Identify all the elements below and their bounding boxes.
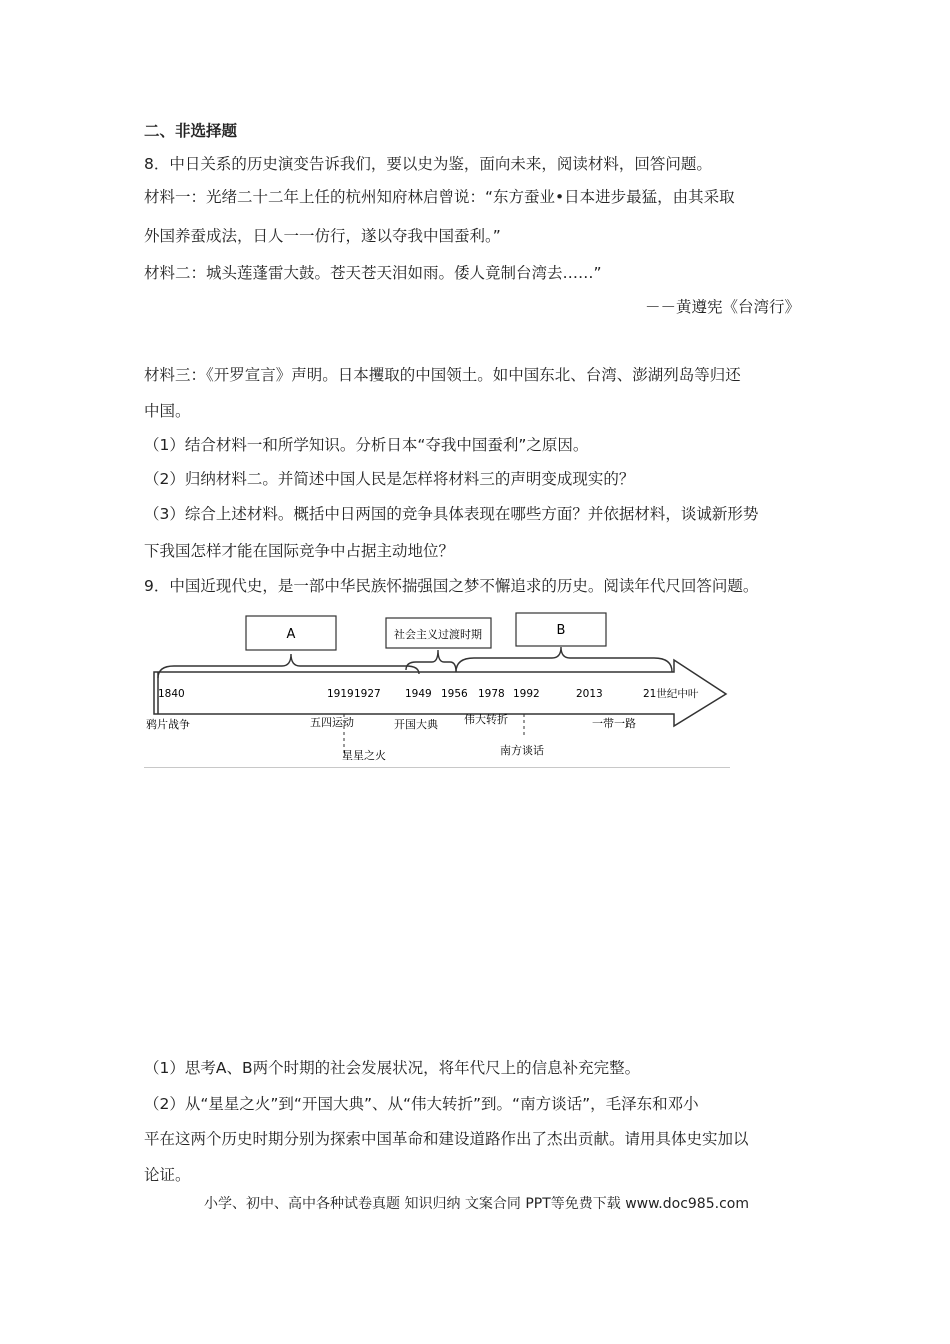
event-southern-talk: 南方谈话 [500, 744, 544, 757]
year-1949: 1949 [405, 688, 432, 700]
year-1956: 1956 [441, 688, 468, 700]
transition-period-label: 社会主义过渡时期 [394, 628, 482, 641]
event-great-turn: 伟大转折 [464, 713, 508, 726]
event-opium-war: 鸦片战争 [146, 718, 190, 731]
year-1978: 1978 [478, 688, 505, 700]
q8-sub1: （1）结合材料一和所学知识。分析日本“夺我中国蚕利”之原因。 [144, 436, 589, 454]
q8-sub3-line2: 下我国怎样才能在国际竞争中占据主动地位？ [144, 542, 455, 560]
q9-sub1: （1）思考A、B两个时期的社会发展状况，将年代尺上的信息补充完整。 [144, 1059, 641, 1077]
period-a-brace [158, 654, 419, 678]
year-1992: 1992 [513, 688, 540, 700]
event-belt-road: 一带一路 [592, 717, 636, 730]
period-b-label: B [556, 623, 566, 638]
q8-material3-line1: 材料三：《开罗宣言》声明。日本攫取的中国领土。如中国东北、台湾、澎湖列岛等归还 [144, 366, 741, 384]
year-2013: 2013 [576, 688, 603, 700]
q8-material2-source: －－黄遵宪《台湾行》 [644, 298, 800, 316]
year-1919: 1919 [327, 688, 354, 700]
q9-stem: 9．中国近现代史，是一部中华民族怀揣强国之梦不懈追求的历史。阅读年代尺回答问题。 [144, 577, 759, 595]
q9-sub2-line3: 论证。 [144, 1166, 191, 1184]
figure-divider [144, 767, 730, 768]
q9-sub2-line1: （2）从“星星之火”到“开国大典”、从“伟大转折”到。“南方谈话”，毛泽东和邓小 [144, 1095, 699, 1113]
section-title: 二、非选择题 [144, 122, 238, 140]
transition-brace [406, 650, 456, 672]
footer-text: 小学、初中、高中各种试卷真题 知识归纳 文案合同 PPT等免费下载 www.doc985.com [204, 1196, 749, 1212]
event-may-fourth: 五四运动 [310, 716, 354, 729]
q8-sub2: （2）归纳材料二。并简述中国人民是怎样将材料三的声明变成现实的？ [144, 470, 635, 488]
q8-material1-line1: 材料一：光绪二十二年上任的杭州知府林启曾说：“东方蚕业•日本进步最猛，由其采取 [144, 188, 735, 206]
q8-material1-line2: 外国养蚕成法，日人一一仿行，遂以夺我中国蚕利。” [144, 227, 501, 245]
year-1927: 1927 [354, 688, 381, 700]
q8-material2: 材料二：城头莲蓬雷大鼓。苍天苍天泪如雨。倭人竟制台湾去……” [144, 264, 602, 282]
year-1840: 1840 [158, 688, 185, 700]
q8-material3-line2: 中国。 [144, 402, 191, 420]
year-21st-century-mid: 21世纪中叶 [643, 688, 699, 700]
period-b-brace [456, 647, 672, 672]
q9-sub2-line2: 平在这两个历史时期分别为探索中国革命和建设道路作出了杰出贡献。请用具体史实加以 [144, 1130, 749, 1148]
event-founding: 开国大典 [394, 718, 438, 731]
timeline-figure [144, 606, 734, 766]
timeline-arrow [154, 660, 726, 726]
event-spark: 星星之火 [342, 749, 386, 762]
q8-sub3-line1: （3）综合上述材料。概括中日两国的竞争具体表现在哪些方面？并依据材料，谈诚新形势 [144, 505, 759, 523]
period-a-label: A [286, 627, 296, 642]
q8-stem: 8．中日关系的历史演变告诉我们，要以史为鉴，面向未来，阅读材料，回答问题。 [144, 155, 712, 173]
